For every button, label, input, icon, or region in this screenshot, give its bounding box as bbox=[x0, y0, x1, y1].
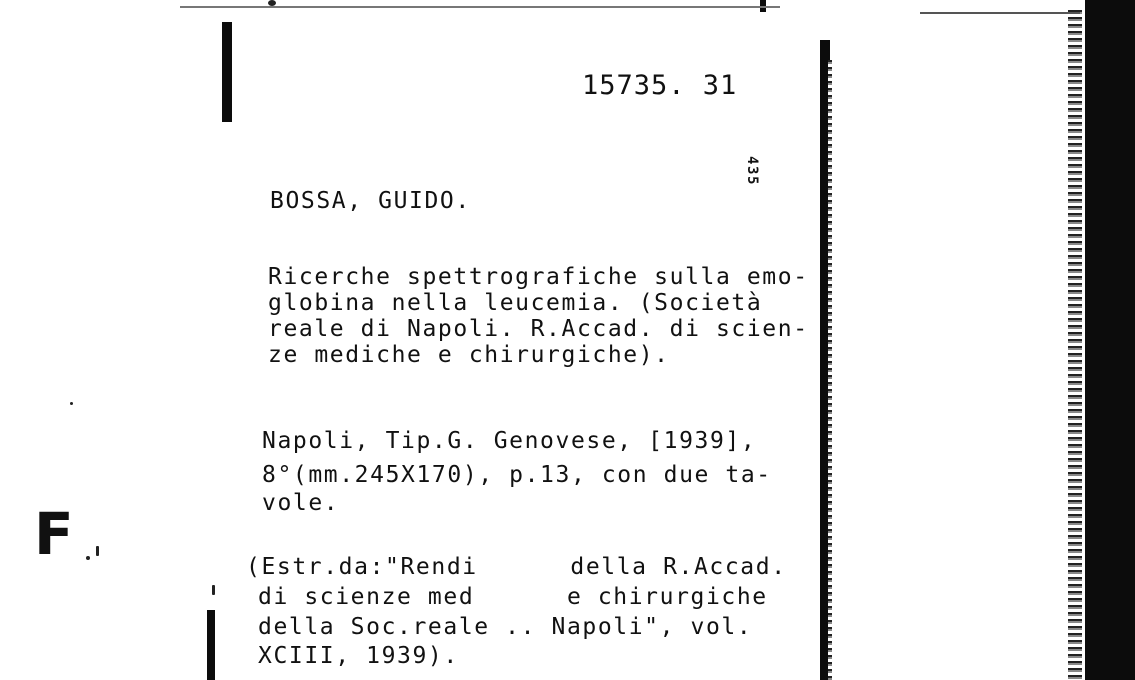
bottom-left-vertical-rule bbox=[207, 610, 215, 680]
card-right-edge-texture bbox=[828, 60, 832, 680]
speck bbox=[96, 546, 99, 556]
imprint-line: 8°(mm.245X170), p.13, con due ta- bbox=[262, 462, 772, 488]
extract-line: della Soc.reale .. Napoli", vol. bbox=[258, 614, 753, 640]
imprint-line: Napoli, Tip.G. Genovese, [1939], bbox=[262, 428, 757, 454]
imprint-line: vole. bbox=[262, 490, 340, 516]
title-line: globina nella leucemia. (Società bbox=[268, 290, 763, 316]
top-edge-line bbox=[180, 6, 780, 8]
catalog-number: 15735. 31 bbox=[582, 70, 738, 101]
speck bbox=[212, 585, 215, 595]
extract-line: di scienze med e chirurgiche bbox=[258, 584, 768, 610]
speck bbox=[268, 0, 276, 6]
top-right-edge-line bbox=[920, 12, 1080, 14]
right-page-edge-texture bbox=[1068, 10, 1082, 680]
right-page-edge bbox=[1085, 0, 1135, 680]
margin-letter: F bbox=[34, 500, 74, 568]
title-line: reale di Napoli. R.Accad. di scien- bbox=[268, 316, 809, 342]
top-left-vertical-rule bbox=[222, 22, 232, 122]
speck bbox=[70, 402, 73, 405]
extract-line: (Estr.da:"Rendi della R.Accad. bbox=[246, 554, 787, 580]
extract-line: XCIII, 1939). bbox=[258, 643, 459, 669]
author-heading: BOSSA, GUIDO. bbox=[270, 188, 471, 214]
title-line: Ricerche spettrografiche sulla emo- bbox=[268, 264, 809, 290]
side-stamp-number: 435 bbox=[744, 156, 760, 187]
speck bbox=[86, 556, 90, 560]
title-line: ze mediche e chirurgiche). bbox=[268, 342, 670, 368]
